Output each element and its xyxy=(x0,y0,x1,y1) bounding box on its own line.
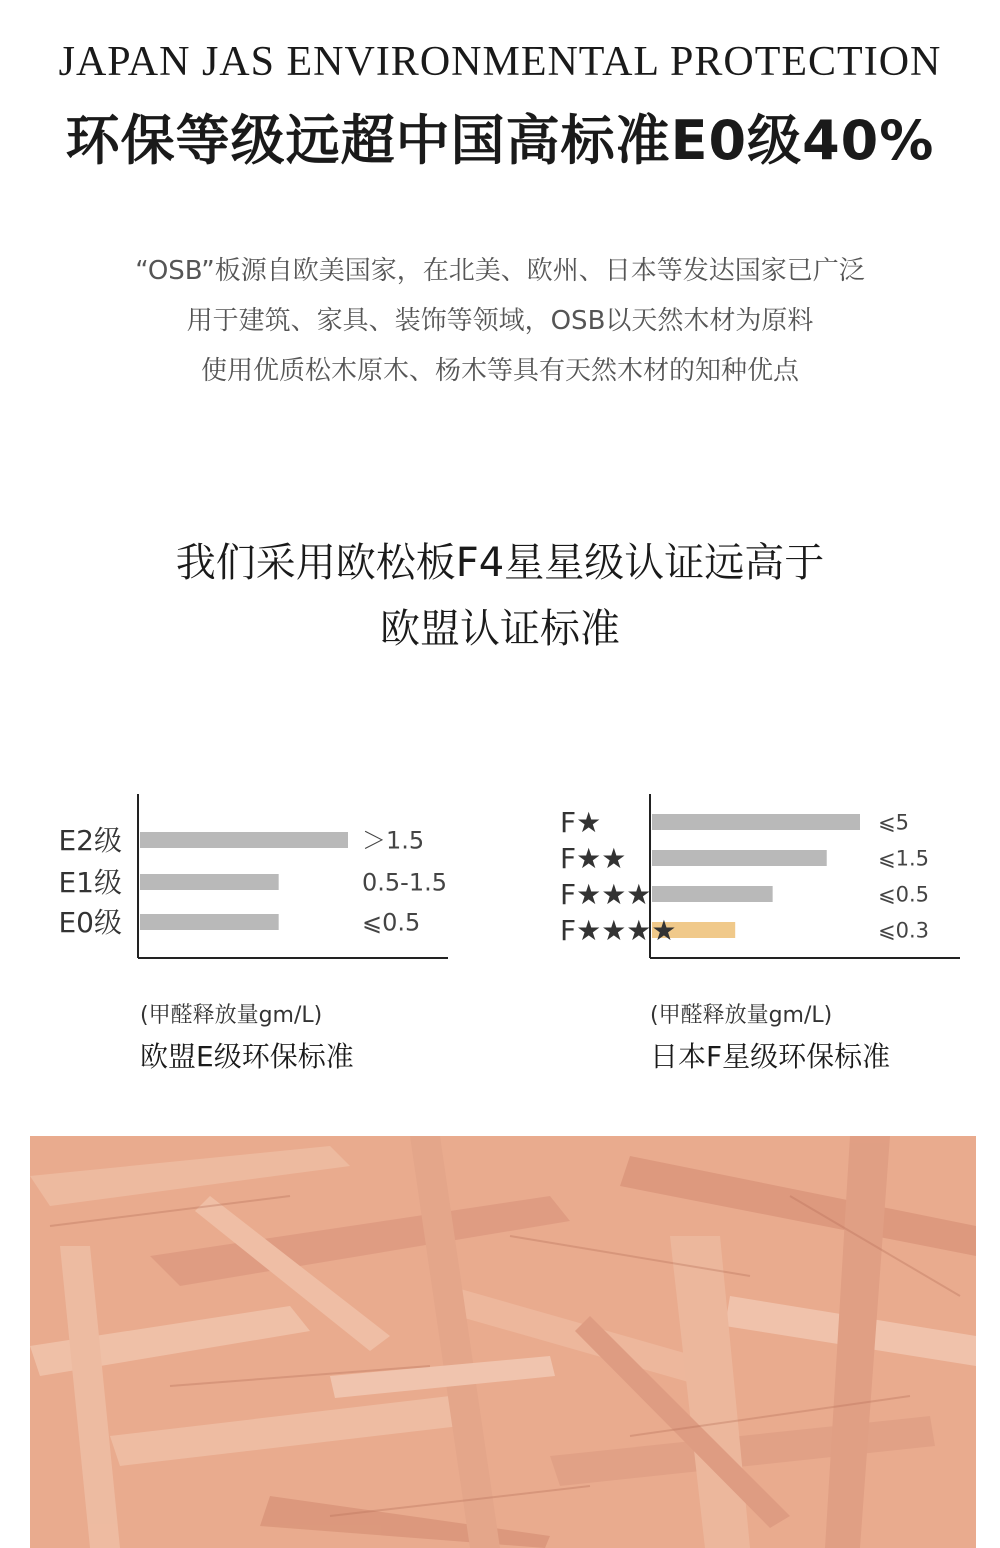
eu-unit-label: (甲醛释放量gm/L) xyxy=(140,1003,323,1028)
jp-data-label: ⩽0.3 xyxy=(878,918,929,943)
jp-category-label: F★★★ xyxy=(560,878,652,912)
eu-category-label: E2级 xyxy=(58,824,122,858)
jp-data-label: ⩽0.5 xyxy=(878,882,929,907)
eu-standard-label: 欧盟E级环保标准 xyxy=(140,1040,354,1073)
header-title-cn: 环保等级远超中国高标准E0级40% xyxy=(65,109,935,172)
jp-data-label: ⩽5 xyxy=(878,810,909,835)
eu-category-label: E1级 xyxy=(58,866,122,900)
jp-unit-label: (甲醛释放量gm/L) xyxy=(650,1003,833,1028)
intro-paragraph xyxy=(0,246,1000,396)
eu-category-label: E0级 xyxy=(58,906,122,940)
jp-bar xyxy=(652,814,860,830)
eu-bar xyxy=(140,874,279,890)
jp-category-label: F★ xyxy=(560,806,602,840)
intro-line: 使用优质松木原木、杨木等具有天然木材的知种优点 xyxy=(200,356,799,386)
eu-bar xyxy=(140,914,279,930)
eu-data-label: ＞1.5 xyxy=(362,826,425,855)
eu-chart-caption xyxy=(140,998,354,1075)
intro-line: “OSB”板源自欧美国家，在北美、欧州、日本等发达国家已广泛 xyxy=(135,256,865,286)
osb-texture-image xyxy=(30,1136,976,1548)
header-title-en: JAPAN JAS ENVIRONMENTAL PROTECTION xyxy=(58,39,942,85)
jp-standard-label: 日本F星级环保标准 xyxy=(650,1040,891,1073)
osb-board-photo xyxy=(30,1136,976,1548)
comparison-charts xyxy=(0,780,1000,980)
jp-chart-caption xyxy=(650,998,890,1075)
eu-data-label: ⩽0.5 xyxy=(362,908,421,937)
eu-bar xyxy=(140,832,348,848)
jp-category-label: F★★★★ xyxy=(560,914,677,948)
jp-data-label: ⩽1.5 xyxy=(878,846,929,871)
eu-data-label: 0.5-1.5 xyxy=(362,868,447,897)
jp-category-label: F★★ xyxy=(560,842,627,876)
intro-line: 用于建筑、家具、装饰等领域，OSB以天然木材为原料 xyxy=(186,306,814,336)
section-title-line: 我们采用欧松板F4星星级认证远高于 xyxy=(175,540,825,586)
jp-bar xyxy=(652,886,773,902)
section-title xyxy=(0,530,1000,662)
jp-bar xyxy=(652,850,827,866)
section-title-line: 欧盟认证标准 xyxy=(380,606,620,652)
